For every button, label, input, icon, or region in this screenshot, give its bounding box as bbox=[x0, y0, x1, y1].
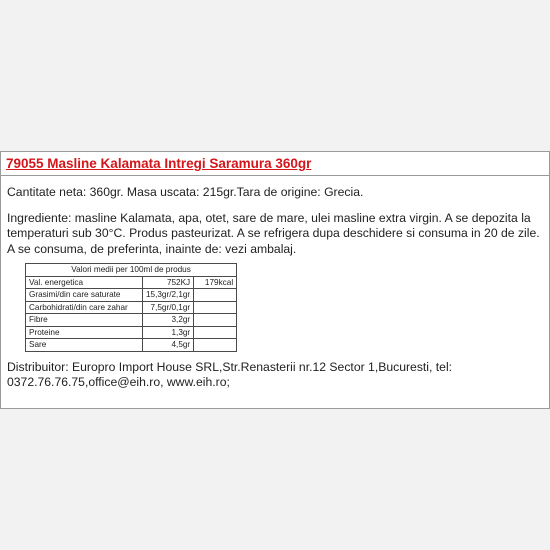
nutrient-value: 7,5gr/0,1gr bbox=[143, 301, 194, 314]
nutrient-value: 4,5gr bbox=[143, 339, 194, 352]
nutrient-label: Val. energetica bbox=[26, 276, 143, 289]
nutrition-header: Valori medii per 100ml de produs bbox=[26, 264, 237, 277]
table-row bbox=[26, 314, 237, 327]
nutrient-value: 752KJ bbox=[143, 276, 194, 289]
nutrient-value-secondary: 179kcal bbox=[194, 276, 237, 289]
distributor-info: Distribuitor: Europro Import House SRL,Str.Renasterii nr.12 Sector 1,Bucuresti, tel: 0372.76.76.75,office@eih.ro, www.eih.ro; bbox=[7, 359, 453, 389]
product-title: 79055 Masline Kalamata Intregi Saramura 360gr bbox=[6, 156, 312, 171]
nutrient-label: Sare bbox=[26, 339, 143, 352]
nutrient-value-secondary bbox=[194, 314, 237, 327]
product-info-card bbox=[0, 151, 550, 409]
nutrient-label: Grasimi/din care saturate bbox=[26, 289, 143, 302]
table-row bbox=[26, 301, 237, 314]
nutrient-value: 15,3gr/2,1gr bbox=[143, 289, 194, 302]
nutrition-header-row bbox=[26, 264, 237, 277]
nutrient-value: 1,3gr bbox=[143, 326, 194, 339]
nutrient-label: Carbohidrati/din care zahar bbox=[26, 301, 143, 314]
nutrition-table bbox=[25, 263, 237, 352]
table-row bbox=[26, 276, 237, 289]
nutrient-value-secondary bbox=[194, 301, 237, 314]
table-row bbox=[26, 326, 237, 339]
nutrient-value-secondary bbox=[194, 339, 237, 352]
nutrient-value-secondary bbox=[194, 289, 237, 302]
table-row bbox=[26, 339, 237, 352]
nutrient-value: 3,2gr bbox=[143, 314, 194, 327]
nutrient-label: Proteine bbox=[26, 326, 143, 339]
nutrient-label: Fibre bbox=[26, 314, 143, 327]
nutrient-value-secondary bbox=[194, 326, 237, 339]
ingredients-text: Ingrediente: masline Kalamata, apa, otet, sare de mare, ulei masline extra virgin. A se depozita la temperaturi sub 30°C. Produs pasteurizat. A se refrigera dupa deschidere si consuma in 20 de zile. A se consuma, de preferinta, inainte de: vezi ambalaj. bbox=[7, 210, 540, 256]
quantity-line: Cantitate neta: 360gr. Masa uscata: 215gr.Tara de origine: Grecia. bbox=[7, 185, 364, 199]
table-row bbox=[26, 289, 237, 302]
title-row bbox=[1, 152, 549, 176]
